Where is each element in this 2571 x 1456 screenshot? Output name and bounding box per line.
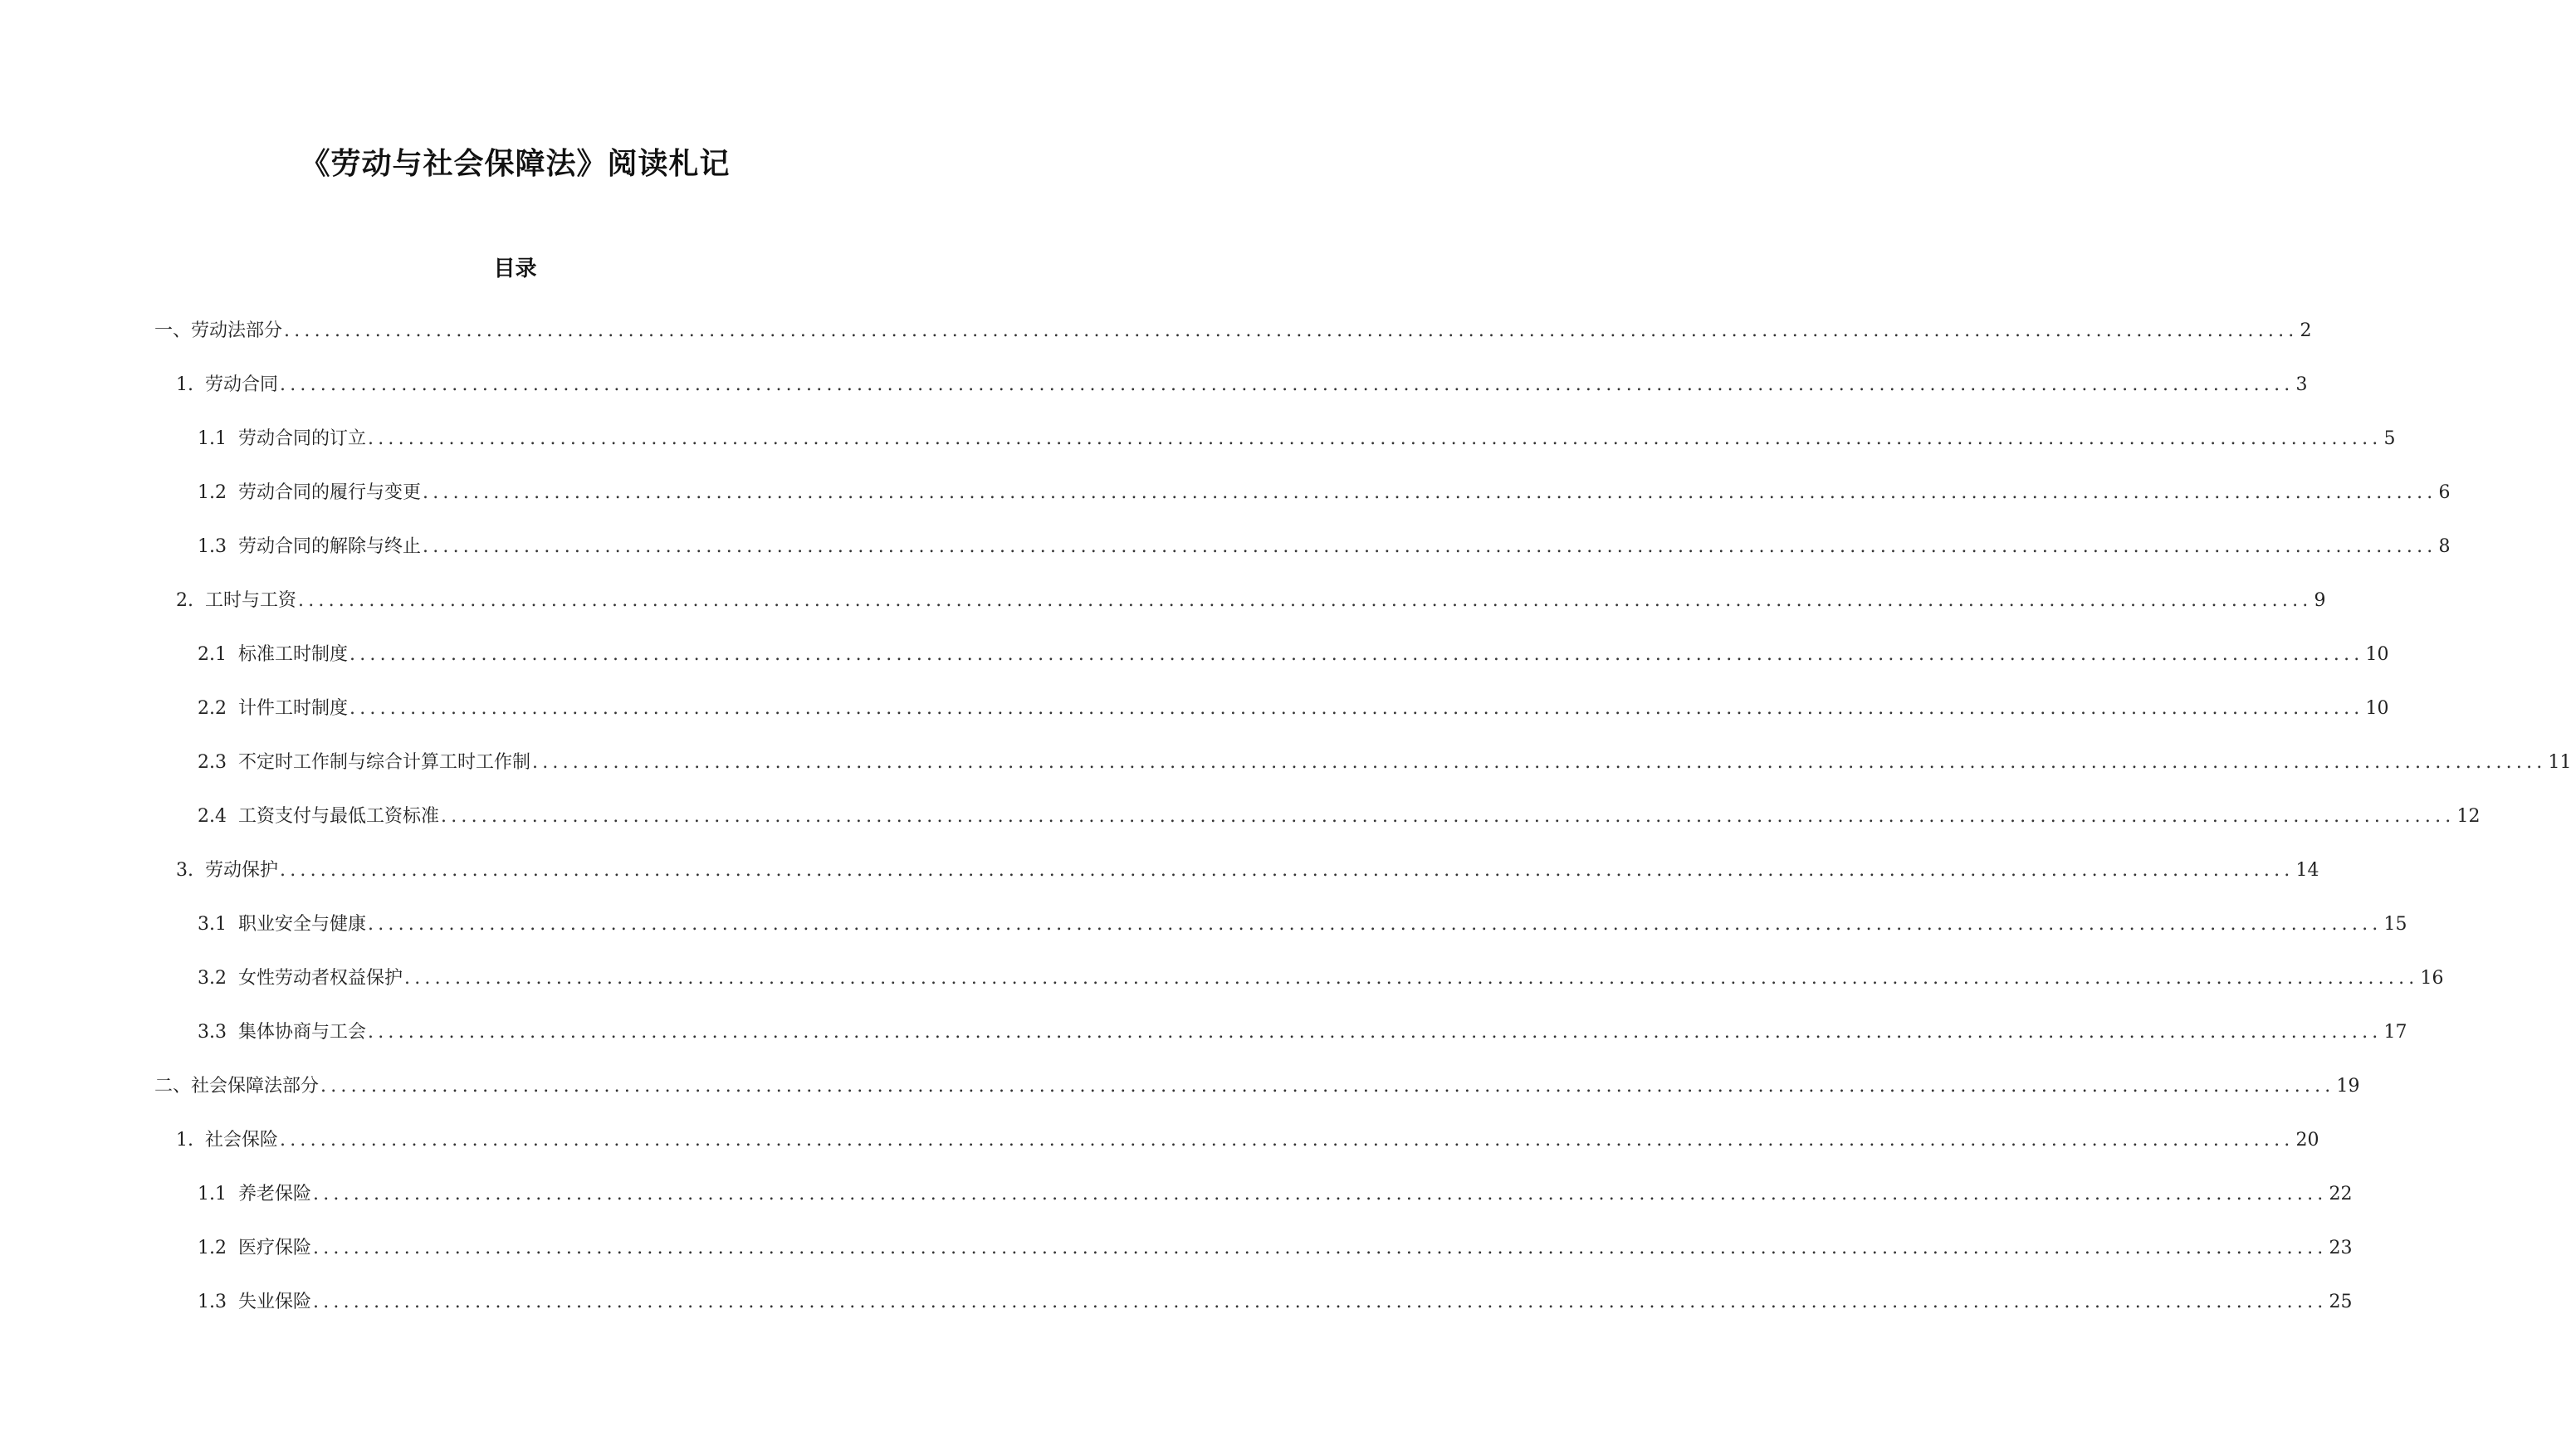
toc-dot-leader: ....................................................................................................................................................................................................... — [280, 860, 2295, 881]
toc-entry-page-number: 10 — [2365, 698, 2389, 719]
toc-entry-page-number: 23 — [2329, 1238, 2353, 1258]
toc-entry-number: 二、 — [154, 1076, 192, 1097]
document-title: 《劳动与社会保障法》阅读札记 — [300, 146, 731, 182]
toc-entry[interactable] — [0, 319, 2312, 373]
toc-entry-page-number: 2 — [2300, 320, 2312, 341]
toc-dot-leader: ....................................................................................................................................................................................................... — [368, 1022, 2383, 1043]
toc-entry-page-number: 14 — [2295, 860, 2319, 881]
toc-entry-page-number: 11 — [2548, 752, 2571, 773]
toc-dot-leader: ....................................................................................................................................................................................................... — [423, 536, 2437, 557]
toc-dot-leader: ....................................................................................................................................................................................................... — [532, 752, 2547, 773]
toc-dot-leader: ....................................................................................................................................................................................................... — [313, 1184, 2328, 1204]
toc-entry[interactable] — [0, 1074, 2360, 1128]
toc-entry[interactable] — [0, 966, 2444, 1020]
toc-entry[interactable] — [0, 1128, 2319, 1182]
toc-dot-leader: ....................................................................................................................................................................................................... — [368, 914, 2383, 935]
toc-entry[interactable] — [0, 642, 2389, 696]
toc-entry-number: 2.3 — [198, 752, 227, 773]
toc-entry-page-number: 12 — [2456, 806, 2481, 827]
toc-entry-title: 女性劳动者权益保护 — [238, 968, 403, 989]
toc-dot-leader: ....................................................................................................................................................................................................... — [280, 1130, 2295, 1151]
table-of-contents — [0, 319, 2571, 1344]
toc-entry-number: 3.2 — [198, 968, 227, 989]
toc-entry-title: 不定时工作制与综合计算工时工作制 — [238, 752, 531, 773]
toc-dot-leader: ....................................................................................................................................................................................................... — [368, 428, 2383, 449]
toc-entry[interactable] — [0, 481, 2451, 535]
toc-entry-title: 劳动合同 — [205, 374, 279, 395]
toc-entry-number: 1.2 — [198, 482, 227, 503]
toc-entry-title: 劳动合同的解除与终止 — [238, 536, 422, 557]
toc-entry-title: 工资支付与最低工资标准 — [238, 806, 440, 827]
toc-dot-leader: ....................................................................................................................................................................................................... — [298, 590, 2313, 611]
toc-entry-number: 1.2 — [198, 1238, 227, 1258]
toc-entry-number: 2.2 — [198, 698, 227, 719]
toc-entry-number: 3.1 — [198, 914, 227, 935]
toc-entry-page-number: 15 — [2383, 914, 2407, 935]
toc-dot-leader: ....................................................................................................................................................................................................... — [349, 644, 2364, 665]
toc-entry[interactable] — [0, 427, 2396, 481]
toc-entry-number: 1. — [176, 374, 193, 395]
toc-heading: 目录 — [493, 256, 537, 281]
toc-entry[interactable] — [0, 750, 2571, 804]
toc-dot-leader: ....................................................................................................................................................................................................... — [423, 482, 2437, 503]
toc-entry-page-number: 9 — [2314, 590, 2326, 611]
toc-dot-leader: ....................................................................................................................................................................................................... — [349, 698, 2364, 719]
toc-entry-title: 集体协商与工会 — [238, 1022, 367, 1043]
toc-entry-page-number: 5 — [2383, 428, 2396, 449]
toc-entry[interactable] — [0, 912, 2407, 966]
toc-entry[interactable] — [0, 1236, 2353, 1290]
toc-dot-leader: ....................................................................................................................................................................................................... — [284, 320, 2299, 341]
toc-entry-title: 医疗保险 — [238, 1238, 312, 1258]
toc-entry-page-number: 17 — [2383, 1022, 2407, 1043]
toc-entry[interactable] — [0, 1020, 2407, 1074]
toc-entry-title: 社会保险 — [205, 1130, 279, 1151]
toc-entry-title: 社会保障法部分 — [191, 1076, 320, 1097]
toc-entry-number: 2.1 — [198, 644, 227, 665]
toc-entry[interactable] — [0, 858, 2319, 912]
toc-dot-leader: ....................................................................................................................................................................................................... — [313, 1238, 2328, 1258]
toc-entry[interactable] — [0, 535, 2451, 589]
toc-entry-number: 1.3 — [198, 536, 227, 557]
toc-entry-title: 劳动保护 — [205, 860, 279, 881]
toc-entry[interactable] — [0, 1290, 2353, 1344]
toc-dot-leader: ....................................................................................................................................................................................................... — [280, 374, 2295, 395]
toc-entry-title: 工时与工资 — [205, 590, 297, 611]
toc-entry-title: 失业保险 — [238, 1292, 312, 1312]
toc-entry[interactable] — [0, 589, 2326, 642]
toc-entry-number: 3. — [176, 860, 193, 881]
toc-entry[interactable] — [0, 373, 2308, 427]
toc-entry[interactable] — [0, 696, 2389, 750]
toc-entry-page-number: 19 — [2336, 1076, 2360, 1097]
toc-entry-title: 职业安全与健康 — [238, 914, 367, 935]
toc-entry-title: 劳动合同的订立 — [238, 428, 367, 449]
toc-entry[interactable] — [0, 804, 2481, 858]
toc-entry-number: 3.3 — [198, 1022, 227, 1043]
toc-entry-page-number: 3 — [2295, 374, 2308, 395]
toc-entry-number: 2. — [176, 590, 193, 611]
toc-entry-page-number: 6 — [2438, 482, 2451, 503]
toc-dot-leader: ....................................................................................................................................................................................................... — [404, 968, 2419, 989]
toc-entry-page-number: 10 — [2365, 644, 2389, 665]
toc-entry-page-number: 16 — [2420, 968, 2444, 989]
toc-entry-page-number: 8 — [2438, 536, 2451, 557]
toc-entry-page-number: 25 — [2329, 1292, 2353, 1312]
toc-entry-title: 养老保险 — [238, 1184, 312, 1204]
toc-entry-title: 劳动合同的履行与变更 — [238, 482, 422, 503]
toc-entry-title: 劳动法部分 — [191, 320, 283, 341]
toc-entry-title: 计件工时制度 — [238, 698, 349, 719]
toc-entry-number: 1.3 — [198, 1292, 227, 1312]
toc-entry-number: 1.1 — [198, 1184, 227, 1204]
toc-dot-leader: ....................................................................................................................................................................................................... — [441, 806, 2456, 827]
toc-dot-leader: ....................................................................................................................................................................................................... — [313, 1292, 2328, 1312]
toc-entry[interactable] — [0, 1182, 2353, 1236]
toc-entry-number: 1.1 — [198, 428, 227, 449]
toc-entry-title: 标准工时制度 — [238, 644, 349, 665]
toc-entry-number: 1. — [176, 1130, 193, 1151]
toc-entry-number: 一、 — [154, 320, 192, 341]
toc-dot-leader: ....................................................................................................................................................................................................... — [320, 1076, 2335, 1097]
toc-entry-number: 2.4 — [198, 806, 227, 827]
toc-entry-page-number: 22 — [2329, 1184, 2353, 1204]
toc-entry-page-number: 20 — [2295, 1130, 2319, 1151]
